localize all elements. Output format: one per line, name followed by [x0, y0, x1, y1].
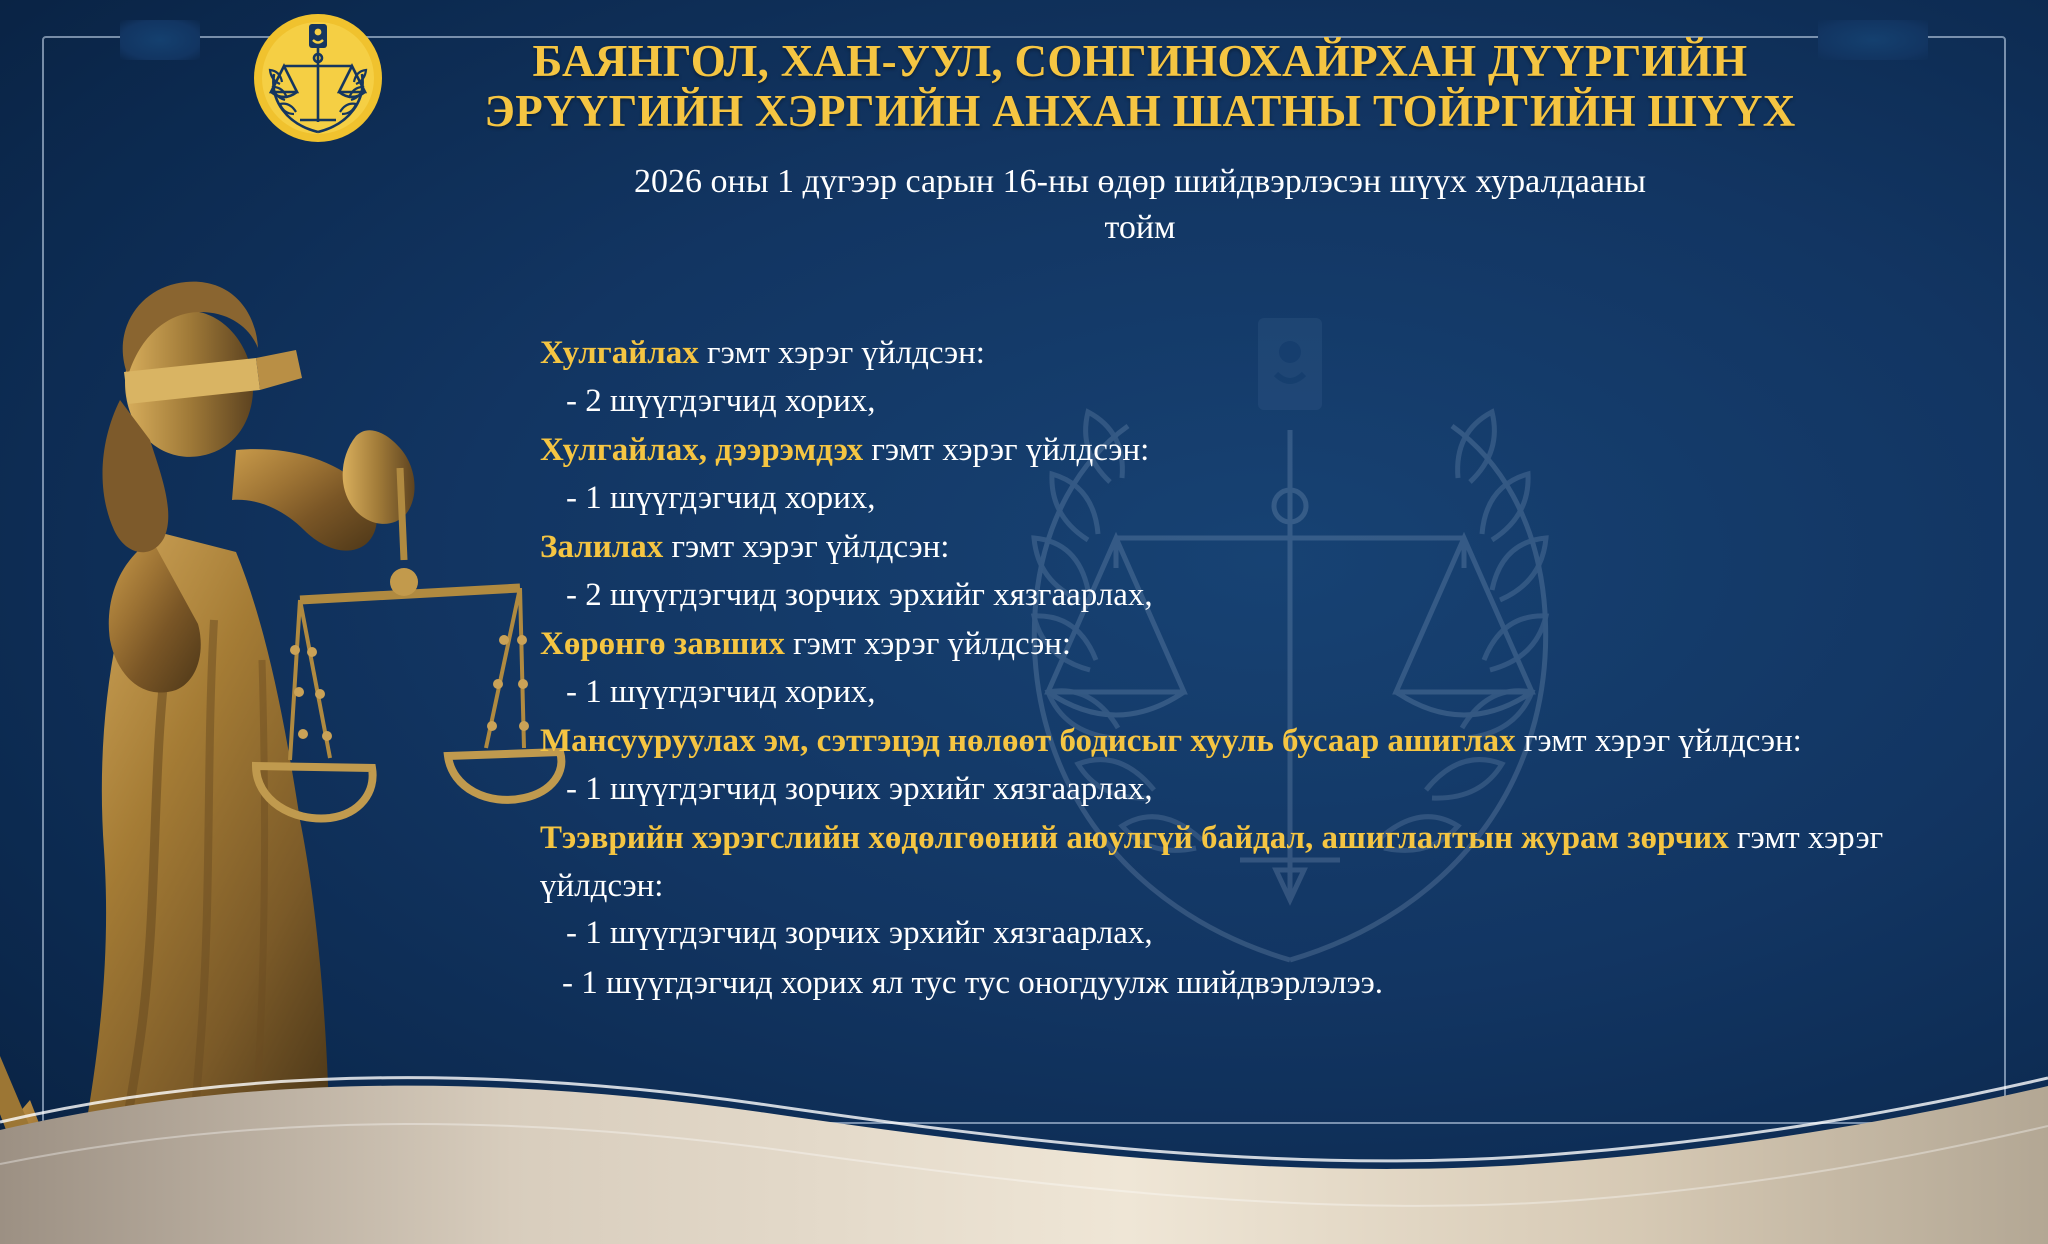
- crime-suffix: гэмт хэрэг үйлдсэн:: [1515, 723, 1802, 760]
- crime-suffix: гэмт хэрэг үйлдсэн:: [540, 820, 1884, 904]
- list-item: [540, 815, 1960, 958]
- crime-label: Хулгайлах: [540, 335, 699, 371]
- bottom-wave-divider-icon: [0, 1034, 2048, 1244]
- page-subtitle: 2026 оны 1 дүгээр сарын 16-ны өдөр шийдвэрлэсэн шүүх хуралдааны тойм: [634, 162, 1646, 246]
- crime-label: Залилах: [540, 529, 664, 566]
- final-verdict-text: - 1 шүүгдэгчид хорих ял тус тус оногдуулж шийдвэрлэлээ.: [562, 964, 1384, 1001]
- crime-label: Хулгайлах, дээрэмдэх: [540, 432, 864, 469]
- verdict-text: - 2 шүүгдэгчид хорих,: [566, 382, 876, 419]
- crime-label: Хөрөнгө завших: [540, 626, 785, 663]
- list-item: [540, 330, 1960, 425]
- verdict-text: - 2 шүүгдэгчид зорчих эрхийг хязгаарлах,: [566, 576, 1153, 613]
- verdict-text: - 1 шүүгдэгчид зорчих эрхийг хязгаарлах,: [566, 915, 1153, 952]
- list-item: [540, 718, 1960, 813]
- verdict-text: - 1 шүүгдэгчид хорих,: [566, 673, 876, 710]
- court-seal-scales-icon: [252, 12, 384, 144]
- case-summary-list: [540, 330, 1960, 1007]
- page-title: БАЯНГОЛ, ХАН-УУЛ, СОНГИНОХАЙРХАН ДҮҮРГИЙН ЭРҮҮГИЙН ХЭРГИЙН АНХАН ШАТНЫ ТОЙРГИЙН ШҮҮХ: [484, 36, 1796, 137]
- crime-suffix: гэмт хэрэг үйлдсэн:: [863, 432, 1150, 469]
- crime-suffix: гэмт хэрэг үйлдсэн:: [784, 626, 1072, 663]
- list-item: [540, 524, 1960, 619]
- frame-gap-left: [120, 20, 200, 60]
- crime-label: Тээврийн хэрэгслийн хөдөлгөөний аюулгүй байдал, ашиглалтын журам зөрчих: [540, 820, 1729, 857]
- list-item: [540, 427, 1960, 522]
- crime-suffix: гэмт хэрэг үйлдсэн:: [698, 335, 985, 371]
- crime-label: Мансууруулах эм, сэтгэцэд нөлөөт бодисыг хууль бусаар ашиглах: [540, 723, 1516, 760]
- list-item: [540, 621, 1960, 716]
- verdict-text: - 1 шүүгдэгчид зорчих эрхийг хязгаарлах,: [566, 770, 1153, 807]
- verdict-text: - 1 шүүгдэгчид хорих,: [566, 479, 876, 516]
- header-block: [400, 36, 1880, 251]
- crime-suffix: гэмт хэрэг үйлдсэн:: [663, 529, 950, 566]
